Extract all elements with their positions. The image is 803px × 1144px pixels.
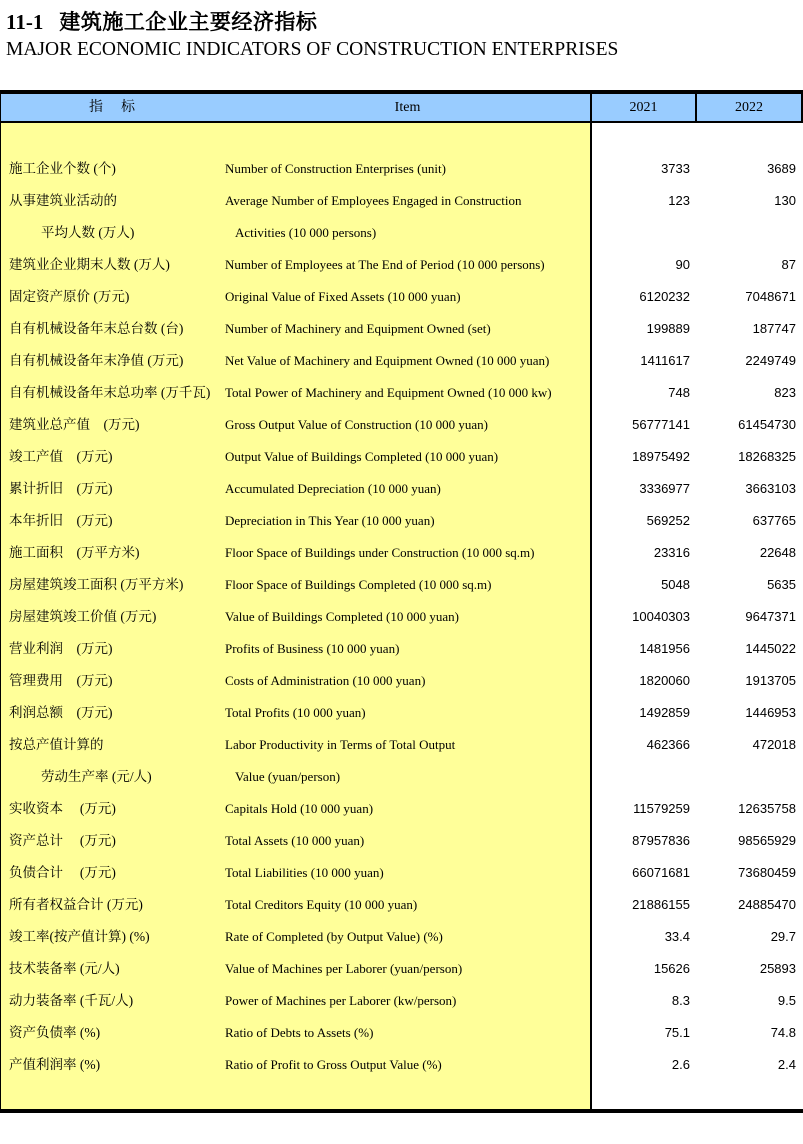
table-row [1,697,803,729]
value-2021: 21886155 [632,897,690,912]
value-2021 [591,761,696,793]
value-2022: 24885470 [738,897,796,912]
table-row [1,601,803,633]
table-row [1,729,803,761]
page-title-english: MAJOR ECONOMIC INDICATORS OF CONSTRUCTION ENTERPRISES [6,39,619,60]
indicator-label-en: Floor Space of Buildings Completed (10 000 sq.m) [225,577,492,592]
indicator-label-cn: 动力装备率 (千瓦/人) [9,993,134,1008]
table-row [1,665,803,697]
value-2021: 569252 [646,513,690,528]
value-2021: 90 [675,257,690,272]
value-2021: 1411617 [640,353,690,368]
table-row [1,345,803,377]
column-header-2022: 2022 [695,94,803,121]
table-row [1,249,803,281]
value-2021: 23316 [653,545,690,560]
indicator-label-cn: 利润总额 (万元) [9,705,113,720]
page-title-chinese: 建筑施工企业主要经济指标 [59,10,318,34]
indicator-label-cn: 劳动生产率 (元/人) [41,769,152,784]
indicator-label-cn: 资产总计 (万元) [9,833,116,848]
value-2021: 1820060 [639,673,690,688]
value-2021: 56777141 [632,417,690,432]
indicator-label-en: Total Liabilities (10 000 yuan) [225,865,384,880]
indicator-label-en: Number of Employees at The End of Period (10 000 persons) [225,257,545,272]
column-header-indicator: 指 标 [89,100,137,115]
indicator-label-cn: 施工企业个数 (个) [9,161,116,176]
indicator-label-cn: 产值利润率 (%) [9,1057,101,1072]
table-row [1,1017,803,1049]
table-row [1,217,803,249]
indicator-label-cn: 营业利润 (万元) [9,641,113,656]
value-2021: 33.4 [664,929,690,944]
indicator-label-en: Total Creditors Equity (10 000 yuan) [225,897,418,912]
indicator-label-en: Depreciation in This Year (10 000 yuan) [225,513,435,528]
value-2022: 1445022 [745,641,796,656]
indicator-label-cn: 房屋建筑竣工价值 (万元) [9,609,157,624]
table-row [1,825,803,857]
table-row [1,1049,803,1081]
indicator-label-en: Number of Construction Enterprises (unit) [225,161,446,176]
indicator-label-cn: 建筑业企业期末人数 (万人) [9,257,170,272]
value-2021: 87957836 [632,833,690,848]
value-2022: 22648 [759,545,796,560]
value-2022: 61454730 [738,417,796,432]
table-row [1,153,803,185]
table-row [1,793,803,825]
value-2022 [696,217,803,249]
table-row [1,313,803,345]
indicator-label-cn: 管理费用 (万元) [9,673,113,688]
indicator-label-en: Ratio of Debts to Assets (%) [225,1025,374,1040]
indicator-label-en: Value of Machines per Laborer (yuan/person) [225,961,463,976]
value-2022: 7048671 [745,289,796,304]
indicator-label-cn: 房屋建筑竣工面积 (万平方米) [9,577,184,592]
indicators-table [0,90,803,1113]
value-2022: 5635 [767,577,796,592]
table-header-row [0,94,803,123]
table-row [1,761,803,793]
table-row [1,185,803,217]
indicator-label-en: Activities (10 000 persons) [235,225,377,240]
table-row [1,505,803,537]
value-2021: 10040303 [632,609,690,624]
table-body [0,123,803,1109]
value-2021: 123 [668,193,690,208]
table-row [1,569,803,601]
title-block [6,6,803,61]
indicator-label-en: Power of Machines per Laborer (kw/person) [225,993,457,1008]
indicator-label-en: Total Profits (10 000 yuan) [225,705,366,720]
value-2021: 66071681 [632,865,690,880]
value-2021: 75.1 [664,1025,690,1040]
indicator-label-en: Labor Productivity in Terms of Total Output [225,737,456,752]
value-2021: 2.6 [671,1057,690,1072]
column-header-item: Item [394,100,421,115]
value-2021: 11579259 [633,801,690,816]
table-row [1,857,803,889]
table-row [1,953,803,985]
table-row [1,633,803,665]
indicator-label-cn: 竣工率(按产值计算) (%) [9,929,150,944]
indicator-label-cn: 负债合计 (万元) [9,865,116,880]
value-2022: 1446953 [745,705,796,720]
value-2022: 87 [781,257,796,272]
table-row [1,409,803,441]
value-2022: 25893 [759,961,796,976]
value-2021: 199889 [646,321,690,336]
value-2022: 73680459 [738,865,796,880]
indicator-label-cn: 竣工产值 (万元) [9,449,113,464]
indicator-label-en: Net Value of Machinery and Equipment Owned (10 000 yuan) [225,353,550,368]
value-2021: 5048 [661,577,690,592]
indicator-label-en: Accumulated Depreciation (10 000 yuan) [225,481,441,496]
value-2022 [696,761,803,793]
indicator-label-en: Total Power of Machinery and Equipment Owned (10 000 kw) [225,385,552,400]
indicator-label-cn: 自有机械设备年末净值 (万元) [9,353,184,368]
indicator-label-cn: 从事建筑业活动的 [9,193,117,208]
indicator-label-cn: 自有机械设备年末总台数 (台) [9,321,184,336]
value-2022: 637765 [752,513,796,528]
value-2021: 1481956 [639,641,690,656]
table-row [1,281,803,313]
indicator-label-en: Costs of Administration (10 000 yuan) [225,673,426,688]
indicator-label-en: Number of Machinery and Equipment Owned (set) [225,321,491,336]
indicator-label-en: Output Value of Buildings Completed (10 000 yuan) [225,449,499,464]
indicator-label-cn: 平均人数 (万人) [41,225,135,240]
value-2021: 1492859 [639,705,690,720]
value-2022: 187747 [752,321,796,336]
indicator-label-cn: 实收资本 (万元) [9,801,116,816]
indicator-label-cn: 建筑业总产值 (万元) [9,417,140,432]
value-2021 [591,217,696,249]
indicator-label-cn: 所有者权益合计 (万元) [9,897,143,912]
indicator-label-en: Gross Output Value of Construction (10 000 yuan) [225,417,488,432]
value-2022: 130 [774,193,796,208]
value-2022: 3689 [767,161,796,176]
indicator-label-en: Average Number of Employees Engaged in Construction [225,193,522,208]
indicator-label-en: Capitals Hold (10 000 yuan) [225,801,374,816]
value-2022: 823 [774,385,796,400]
indicator-label-cn: 施工面积 (万平方米) [9,545,140,560]
value-2022: 3663103 [745,481,796,496]
table-row [1,473,803,505]
value-2022: 472018 [752,737,796,752]
indicator-label-en: Value (yuan/person) [235,769,341,784]
indicator-label-cn: 固定资产原价 (万元) [9,289,130,304]
value-2022: 2249749 [745,353,796,368]
value-2022: 98565929 [738,833,796,848]
table-row [1,985,803,1017]
value-2021: 18975492 [632,449,690,464]
indicator-label-en: Total Assets (10 000 yuan) [225,833,365,848]
table-number: 11-1 [6,10,44,34]
indicator-label-en: Rate of Completed (by Output Value) (%) [225,929,443,944]
value-2021: 462366 [646,737,690,752]
value-2022: 12635758 [738,801,796,816]
indicator-label-cn: 按总产值计算的 [9,737,104,752]
table-row [1,441,803,473]
indicator-label-cn: 本年折旧 (万元) [9,513,113,528]
table-row [1,537,803,569]
indicator-label-en: Original Value of Fixed Assets (10 000 yuan) [225,289,461,304]
value-2022: 74.8 [770,1025,796,1040]
value-2021: 748 [668,385,690,400]
value-2021: 3733 [661,161,690,176]
indicator-label-cn: 累计折旧 (万元) [9,481,113,496]
value-2021: 8.3 [671,993,690,1008]
column-header-2021: 2021 [590,94,695,121]
value-2021: 15626 [653,961,690,976]
value-2022: 9.5 [777,993,796,1008]
value-2022: 29.7 [770,929,796,944]
indicator-label-en: Profits of Business (10 000 yuan) [225,641,400,656]
value-2022: 18268325 [738,449,796,464]
indicator-label-cn: 资产负债率 (%) [9,1025,101,1040]
indicator-label-cn: 自有机械设备年末总功率 (万千瓦) [9,385,211,400]
indicator-label-en: Floor Space of Buildings under Construction (10 000 sq.m) [225,545,535,560]
page-title [6,6,803,36]
value-2022: 1913705 [745,673,796,688]
value-2022: 9647371 [745,609,796,624]
table-row [1,921,803,953]
table-row [1,889,803,921]
indicator-label-cn: 技术装备率 (元/人) [9,961,120,976]
table-row [1,377,803,409]
value-2021: 3336977 [639,481,690,496]
indicator-label-en: Ratio of Profit to Gross Output Value (%) [225,1057,442,1072]
value-2022: 2.4 [777,1057,796,1072]
value-2021: 6120232 [639,289,690,304]
indicator-label-en: Value of Buildings Completed (10 000 yuan) [225,609,459,624]
